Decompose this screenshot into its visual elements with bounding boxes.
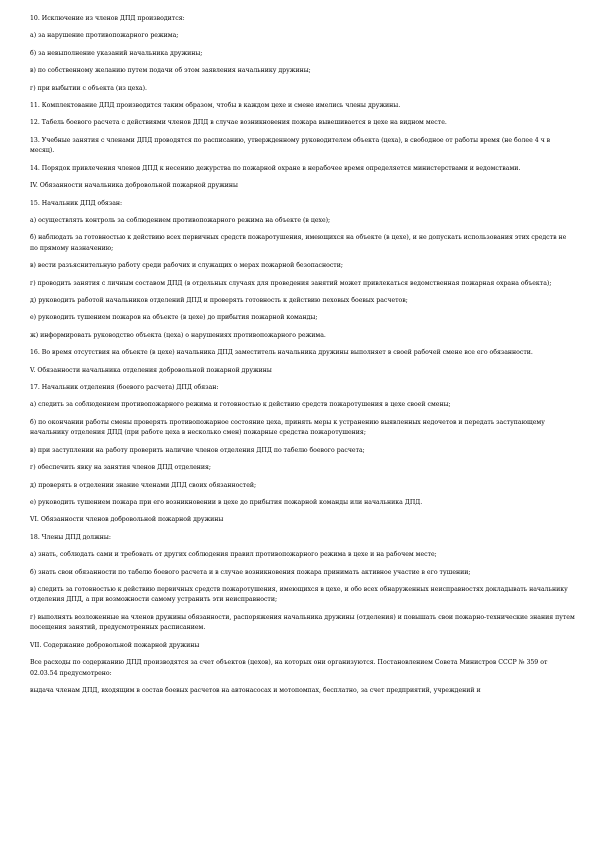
paragraph: выдача членам ДПД, входящим в состав боевых расчетов на автонасосах и мотопомпах, бесплатно, за счет предприятий, учреждений и xyxy=(30,687,481,695)
paragraph: 17. Начальник отделения (боевого расчета) ДПД обязан: xyxy=(30,384,219,391)
paragraph: в) следить за готовностью к действию первичных средств пожаротушения, имеющихся в цехе, и обо всех обнаруженных неисправностях докладывать начальнику отделения ДПД, а при возможности самому устранить эти неисправности; xyxy=(30,585,568,604)
paragraph: д) руководить работой начальников отделений ДПД и проверять готовность к действию пеховых боевых расчетов; xyxy=(30,297,408,305)
paragraph: б) наблюдать за готовностью к действию всех первичных средств пожаротушения, имеющихся на объекте (в цехе), и не допускать использования этих средств не по прямому назначению; xyxy=(30,234,567,252)
section-heading: V. Обязанности начальника отделения добровольной пожарной дружины xyxy=(30,366,272,374)
paragraph: а) знать, соблюдать сами и требовать от других соблюдения правил противопожарного режима в цехе и на рабочем месте; xyxy=(30,551,437,559)
paragraph: д) проверять в отделении знание членами ДПД своих обязанностей; xyxy=(30,481,257,489)
paragraph: а) следить за соблюдением противопожарного режима и готовностью к действию средств пожаротушения в цехе своей смены; xyxy=(30,401,451,409)
paragraph: а) за нарушение противопожарного режима; xyxy=(30,32,179,40)
paragraph: г) при выбытии с объекта (из цеха). xyxy=(30,84,148,92)
paragraph: г) проводить занятия с личным составом ДПД (в отдельных случаях для проведения занятий может привлекаться ведомственная пожарная охрана объекта); xyxy=(30,279,552,287)
section-heading: IV. Обязанности начальника добровольной пожарной дружины xyxy=(30,182,238,190)
paragraph: 14. Порядок привлечения членов ДПД к несению дежурства по пожарной охране в нерабочее время определяется министерствами и ведомствами. xyxy=(30,164,521,172)
paragraph: в) по собственному желанию путем подачи об этом заявления начальнику дружины; xyxy=(30,67,311,75)
paragraph: б) за невыполнение указаний начальника дружины; xyxy=(30,49,203,57)
paragraph: е) руководить тушением пожара при его возникновении в цехе до прибытия пожарной команды или начальника ДПД. xyxy=(30,498,423,506)
paragraph: б) по окончании работы смены проверять противопожарное состояние цеха, принять меры к устранению выявленных недочетов и передать заступающему начальнику отделения ДПД (при работе цеха в несколько смен) пожарные средства пожаротушения; xyxy=(30,418,545,437)
paragraph: г) выполнять возложенные на членов дружины обязанности, распоряжения начальника дружины (отделения) и повышать свои пожарно-технические знания путем посещения занятий, предусмотренных расписанием. xyxy=(30,613,575,632)
paragraph: в) при заступлении на работу проверить наличие членов отделения ДПД по табелю боевого расчета; xyxy=(30,446,365,454)
section-heading: VI. Обязанности членов добровольной пожарной дружины xyxy=(30,516,224,524)
paragraph: 11. Комплектование ДПД производится таким образом, чтобы в каждом цехе и смене имелись члены дружины. xyxy=(30,101,401,109)
paragraph: 15. Начальник ДПД обязан: xyxy=(30,199,123,207)
paragraph: в) вести разъяснительную работу среди рабочих и служащих о мерах пожарной безопасности; xyxy=(30,262,343,270)
paragraph: а) осуществлять контроль за соблюдением противопожарного режима на объекте (в цехе); xyxy=(30,216,331,224)
paragraph: Все расходы по содержанию ДПД производятся за счет объектов (цехов), на которых они организуются. Постановлением Совета Министров СССР № 359 от 02.03.54 предусмотрено: xyxy=(30,659,548,677)
paragraph: б) знать свои обязанности по табелю боевого расчета и в случае возникновения пожара принимать активное участие в его тушении; xyxy=(30,568,471,576)
paragraph: 10. Исключение из членов ДПД производится: xyxy=(30,15,185,22)
paragraph: 18. Члены ДПД должны: xyxy=(30,533,111,541)
section-heading: VII. Содержание добровольной пожарной дружины xyxy=(30,641,200,649)
paragraph: 12. Табель боевого расчета с действиями членов ДПД в случае возникновения пожара вывешивается в цехе на видном месте. xyxy=(30,119,447,127)
paragraph: г) обеспечить явку на занятия членов ДПД отделения; xyxy=(30,464,211,472)
paragraph: ж) информировать руководство объекта (цеха) о нарушениях противопожарного режима. xyxy=(30,331,326,339)
paragraph: е) руководить тушением пожаров на объекте (в цехе) до прибытия пожарной команды; xyxy=(30,314,318,322)
paragraph: 16. Во время отсутствия на объекте (в цехе) начальника ДПД заместитель начальника дружины выполняет в своей рабочей смене все его обязанности. xyxy=(30,349,533,357)
paragraph: 13. Учебные занятия с членами ДПД проводятся по расписанию, утвержденному руководителем объекта (цеха), в свободное от работы время (не более 4 ч в месяц). xyxy=(30,136,551,155)
